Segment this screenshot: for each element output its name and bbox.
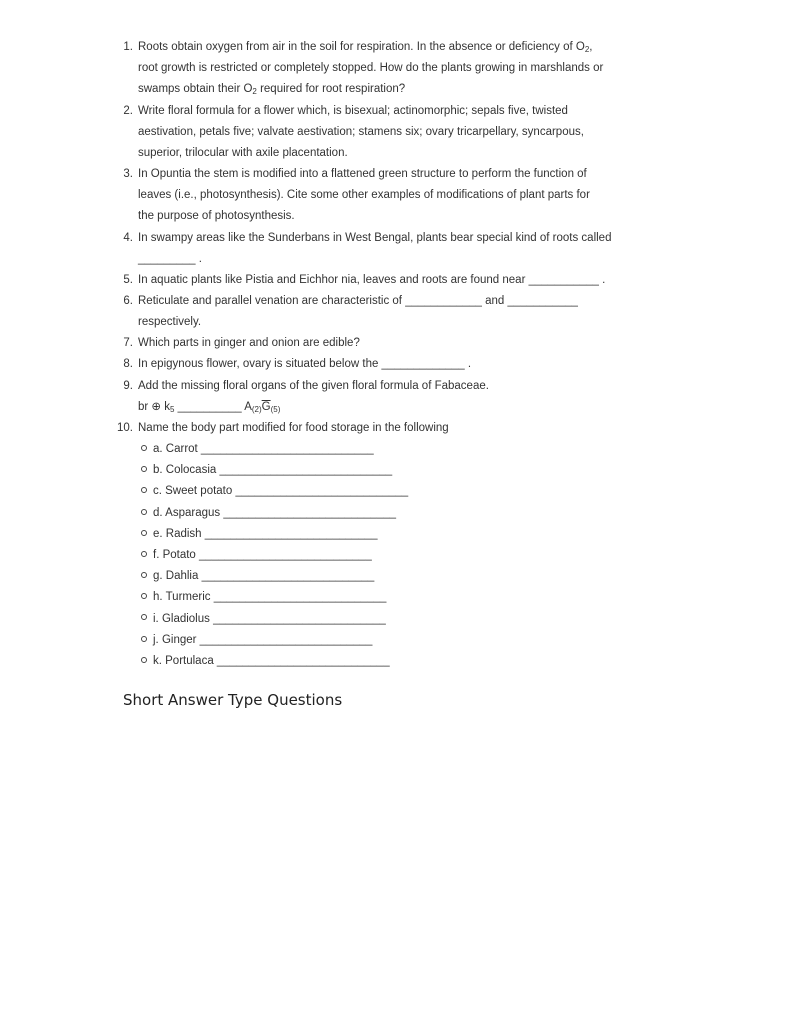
question-text: Add the missing floral organs of the given floral formula of Fabaceae. [138, 380, 489, 392]
list-item: h. Turmeric ___________________________ [141, 587, 408, 608]
question-text: Reticulate and parallel venation are characteristic of ____________ and ___________ [138, 295, 578, 307]
bullet-icon [141, 487, 147, 493]
bullet-icon [141, 551, 147, 557]
list-item: k. Portulaca ___________________________ [141, 651, 408, 672]
question-number: 8. [123, 358, 133, 370]
list-item: d. Asparagus ___________________________ [141, 503, 408, 524]
list-item: e. Radish ___________________________ [141, 524, 408, 545]
question-number: 9. [123, 380, 133, 392]
question-text: aestivation, petals five; valvate aestivation; stamens six; ovary tricarpellary, syncarpous, [138, 126, 584, 138]
bullet-icon [141, 636, 147, 642]
bullet-icon [141, 657, 147, 663]
question-number: 3. [123, 168, 133, 180]
question-text: In aquatic plants like Pistia and Eichhor nia, leaves and roots are found near ___________ . [138, 274, 606, 286]
bullet-icon [141, 593, 147, 599]
bullet-icon [141, 466, 147, 472]
list-item: c. Sweet potato ___________________________ [141, 481, 408, 502]
question-number: 5. [123, 274, 133, 286]
question-text: superior, trilocular with axile placentation. [138, 147, 348, 159]
answer-blank: _________ . [138, 253, 202, 265]
list-item: j. Ginger ___________________________ [141, 630, 408, 651]
list-item: i. Gladiolus ___________________________ [141, 609, 408, 630]
bullet-icon [141, 445, 147, 451]
question-number: 10. [117, 422, 133, 434]
bullet-icon [141, 509, 147, 515]
question-number: 7. [123, 337, 133, 349]
list-item: a. Carrot ___________________________ [141, 439, 408, 460]
list-item: f. Potato ___________________________ [141, 545, 408, 566]
question-text: Write floral formula for a flower which, is bisexual; actinomorphic; sepals five, twisted [138, 105, 568, 117]
question-text: the purpose of photosynthesis. [138, 210, 295, 222]
question-number: 2. [123, 105, 133, 117]
question-text: In Opuntia the stem is modified into a flattened green structure to perform the function of [138, 168, 587, 180]
question-text: In epigynous flower, ovary is situated below the _____________ . [138, 358, 472, 370]
question-number: 1. [123, 41, 133, 53]
question-text: Roots obtain oxygen from air in the soil for respiration. In the absence or deficiency of $O_2$, [138, 41, 593, 54]
floral-formula: br ⊕ $k_5$ __________ $A_{(2)}\overline{G}_{(5)}$ [138, 401, 281, 414]
bullet-icon [141, 614, 147, 620]
food-storage-list [141, 439, 408, 672]
section-heading: Short Answer Type Questions [123, 691, 343, 709]
question-text: swamps obtain their $O_2$ required for root respiration? [138, 83, 406, 96]
question-text: respectively. [138, 316, 202, 328]
list-item: b. Colocasia ___________________________ [141, 460, 408, 481]
question-text: In swampy areas like the Sunderbans in West Bengal, plants bear special kind of roots called [138, 232, 612, 244]
bullet-icon [141, 572, 147, 578]
question-number: 4. [123, 232, 133, 244]
question-number: 6. [123, 295, 133, 307]
list-item: g. Dahlia ___________________________ [141, 566, 408, 587]
question-text: Which parts in ginger and onion are edible? [138, 337, 360, 349]
bullet-icon [141, 530, 147, 536]
question-text: leaves (i.e., photosynthesis). Cite some other examples of modifications of plant parts for [138, 189, 590, 201]
question-text: root growth is restricted or completely stopped. How do the plants growing in marshlands or [138, 62, 604, 74]
question-text: Name the body part modified for food storage in the following [138, 422, 449, 434]
